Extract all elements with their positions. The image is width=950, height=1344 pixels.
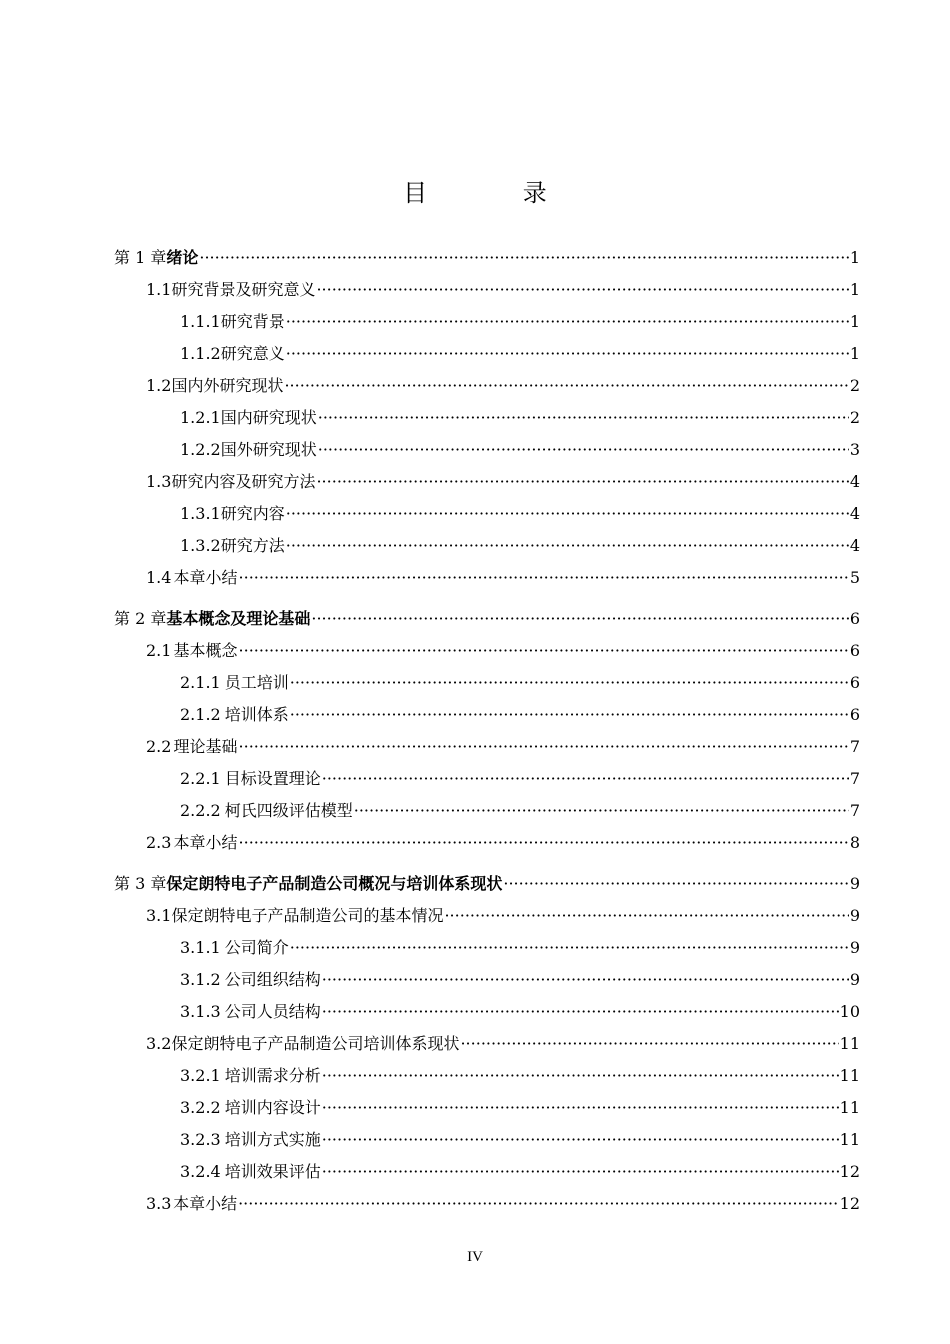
toc-entry-title: 基本概念及理论基础 [166,609,311,628]
toc-entry-number: 2.2.1 [180,769,221,788]
toc-dot-leader [286,532,849,560]
toc-dot-leader [318,404,849,432]
toc-entry-number: 1.2.1 [180,408,221,427]
toc-entry-title: 国外研究现状 [220,440,317,459]
toc-dot-leader [322,1126,839,1154]
toc-entry[interactable] [0,765,950,793]
toc-entry-page: 2 [849,408,860,427]
toc-entry-page: 12 [839,1194,860,1213]
toc-dot-leader [322,765,849,793]
toc-dot-leader [316,276,848,304]
toc-entry-page: 9 [849,874,860,893]
toc-dot-leader [322,1094,839,1122]
toc-entry-number: 第 3 章 [114,874,167,893]
toc-entry-title: 保定朗特电子产品制造公司培训体系现状 [171,1034,460,1053]
toc-entry-page: 9 [849,938,860,957]
toc-dot-leader [290,701,849,729]
toc-entry[interactable] [0,340,950,368]
toc-dot-leader [444,902,848,930]
toc-entry[interactable] [0,637,950,665]
toc-dot-leader [354,797,849,825]
toc-dot-leader [286,308,849,336]
toc-entry-title: 保定朗特电子产品制造公司的基本情况 [171,906,444,925]
toc-entry-page: 7 [849,737,860,756]
toc-dot-leader [290,934,849,962]
toc-entry-title: 培训方式实施 [224,1130,321,1149]
toc-entry[interactable] [0,829,950,857]
toc-entry[interactable] [0,701,950,729]
toc-entry-title: 培训需求分析 [224,1066,321,1085]
toc-entry-title: 研究背景 [220,312,285,331]
toc-entry-title: 公司人员结构 [224,1002,321,1021]
toc-entry-title: 研究方法 [220,536,285,555]
toc-entry-title: 本章小结 [173,568,238,587]
toc-entry-number: 1.1.1 [180,312,221,331]
toc-entry[interactable] [0,308,950,336]
toc-dot-leader [318,436,849,464]
toc-entry-number: 1.3.1 [180,504,221,523]
toc-dot-leader [460,1030,838,1058]
toc-entry-page: 7 [849,769,860,788]
toc-entry-number: 3.2 [146,1034,172,1053]
toc-entry[interactable] [0,404,950,432]
toc-entry-number: 3.1.3 [180,1002,221,1021]
toc-entry-page: 6 [849,609,860,628]
toc-entry-number: 2.1 [146,641,172,660]
toc-entry[interactable] [0,1062,950,1090]
toc-entry[interactable] [0,1030,950,1058]
toc-entry-number: 3.2.3 [180,1130,221,1149]
toc-entry-page: 1 [849,280,860,299]
toc-entry-page: 11 [839,1130,860,1149]
toc-entry-title: 研究内容及研究方法 [171,472,316,491]
toc-dot-leader [239,733,849,761]
toc-entry-number: 3.2.1 [180,1066,221,1085]
toc-entry[interactable] [0,1190,950,1218]
toc-dot-leader [322,1062,839,1090]
toc-entry-page: 9 [849,970,860,989]
toc-entry[interactable] [0,564,950,592]
toc-entry-page: 2 [849,376,860,395]
toc-entry-title: 本章小结 [173,833,238,852]
toc-entry-page: 6 [849,641,860,660]
toc-entry-title: 基本概念 [173,641,238,660]
toc-entry[interactable] [0,966,950,994]
toc-entry-title: 目标设置理论 [224,769,321,788]
toc-entry-number: 1.2.2 [180,440,221,459]
toc-entry-number: 1.3 [146,472,172,491]
toc-entry-title: 本章小结 [173,1194,238,1213]
toc-entry-page: 10 [839,1002,860,1021]
toc-entry-number: 1.2 [146,376,172,395]
toc-dot-leader [238,1190,839,1218]
toc-entry-title: 绪论 [166,248,199,267]
toc-dot-leader [239,637,849,665]
toc-dot-leader [199,244,848,272]
toc-entry-page: 11 [839,1066,860,1085]
toc-dot-leader [322,998,839,1026]
toc-entry-page: 5 [849,568,860,587]
toc-entry[interactable] [0,998,950,1026]
page-number-footer: IV [467,1249,483,1265]
toc-entry-title: 国内外研究现状 [171,376,284,395]
toc-entry[interactable] [0,1094,950,1122]
toc-dot-leader [239,564,849,592]
toc-entry-number: 1.4 [146,568,172,587]
toc-entry-page: 3 [849,440,860,459]
toc-entry[interactable] [0,436,950,464]
toc-entry-title: 保定朗特电子产品制造公司概况与培训体系现状 [166,874,503,893]
toc-dot-leader [286,340,849,368]
toc-dot-leader [322,966,849,994]
toc-entry-page: 1 [849,312,860,331]
toc-entry-number: 1.1.2 [180,344,221,363]
toc-entry[interactable] [0,532,950,560]
toc-entry-number: 2.3 [146,833,172,852]
toc-entry-page: 1 [849,248,860,267]
toc-entry[interactable] [0,797,950,825]
toc-entry-page: 1 [849,344,860,363]
toc-entry-title: 培训内容设计 [224,1098,321,1117]
toc-dot-leader [239,829,849,857]
toc-entry-page: 6 [849,705,860,724]
toc-entry-number: 3.1.1 [180,938,221,957]
toc-entry[interactable] [0,669,950,697]
toc-entry[interactable] [0,276,950,304]
toc-entry-title: 国内研究现状 [220,408,317,427]
toc-dot-leader [322,1158,839,1186]
toc-entry-page: 6 [849,673,860,692]
toc-entry-title: 员工培训 [224,673,289,692]
toc-entry[interactable] [0,870,950,898]
toc-entry-number: 2.1.2 [180,705,221,724]
toc-entry[interactable] [0,733,950,761]
toc-entry-number: 1.1 [146,280,172,299]
toc-entry-number: 3.1.2 [180,970,221,989]
toc-entry-number: 2.2.2 [180,801,221,820]
toc-entry-page: 4 [849,472,860,491]
toc-entry-title: 公司简介 [224,938,289,957]
toc-entry-number: 2.1.1 [180,673,221,692]
toc-entry-page: 12 [839,1162,860,1181]
toc-entry-page: 4 [849,536,860,555]
toc-entry-title: 柯氏四级评估模型 [224,801,353,820]
toc-entry-title: 理论基础 [173,737,238,756]
toc-entry-title: 研究内容 [220,504,285,523]
toc-dot-leader [284,372,848,400]
toc-dot-leader [311,605,848,633]
toc-entry-page: 11 [839,1034,860,1053]
toc-entry[interactable] [0,500,950,528]
toc-entry-page: 11 [839,1098,860,1117]
toc-entry-number: 2.2 [146,737,172,756]
toc-entry-number: 3.2.2 [180,1098,221,1117]
toc-dot-leader [316,468,848,496]
toc-entry[interactable] [0,468,950,496]
toc-entry-number: 3.1 [146,906,172,925]
toc-entry-title: 培训效果评估 [224,1162,321,1181]
toc-entry-page: 9 [849,906,860,925]
toc-entry-number: 3.2.4 [180,1162,221,1181]
toc-entry-title: 培训体系 [224,705,289,724]
toc-entry-number: 第 1 章 [114,248,167,267]
toc-entry-number: 3.3 [146,1194,172,1213]
toc-entry[interactable] [0,1158,950,1186]
toc-entry[interactable] [0,372,950,400]
toc-entry-page: 8 [849,833,860,852]
toc-entry-number: 1.3.2 [180,536,221,555]
toc-entry[interactable] [0,902,950,930]
toc-dot-leader [286,500,849,528]
toc-entry[interactable] [0,1126,950,1154]
toc-entry[interactable] [0,244,950,272]
toc-dot-leader [290,669,849,697]
toc-entry-title: 公司组织结构 [224,970,321,989]
toc-entry-title: 研究背景及研究意义 [171,280,316,299]
toc-entry[interactable] [0,605,950,633]
toc-dot-leader [503,870,848,898]
toc-entry-title: 研究意义 [220,344,285,363]
toc-heading: 目 录 [403,179,591,207]
toc-entry[interactable] [0,934,950,962]
toc-entry-page: 4 [849,504,860,523]
toc-entry-number: 第 2 章 [114,609,167,628]
toc-entry-page: 7 [849,801,860,820]
